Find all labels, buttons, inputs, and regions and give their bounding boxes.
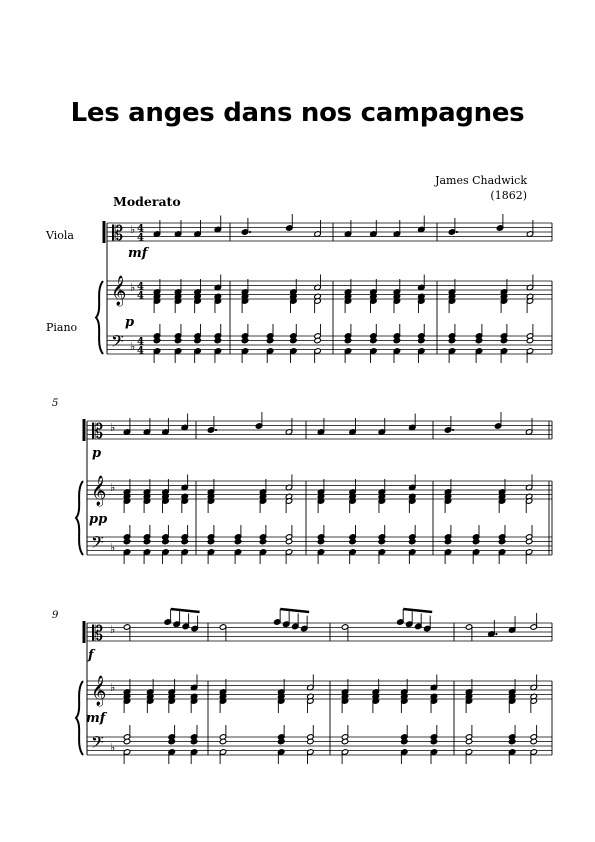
dynamic-piano-system-2: pp: [89, 512, 108, 527]
composer-date: (1862): [490, 189, 527, 202]
key-flat: ♭: [110, 681, 116, 694]
time-signature-numerator: 4: [137, 281, 144, 293]
treble-clef: 𝄞: [91, 676, 107, 706]
dynamic-piano-system-3: mf: [86, 711, 106, 726]
augmentation-dot: [452, 429, 454, 431]
beam: [171, 609, 200, 612]
piano-brace: [76, 681, 83, 755]
dynamic-viola-system-1: mf: [128, 246, 148, 261]
instrument-label-piano: Piano: [46, 321, 78, 334]
treble-clef: 𝄞: [91, 476, 107, 506]
alto-clef: 𝄡: [92, 621, 104, 645]
augmentation-dot: [215, 429, 217, 431]
key-flat: ♭: [130, 281, 136, 294]
key-flat: ♭: [130, 340, 136, 353]
page-title: Les anges dans nos campagnes: [70, 98, 525, 128]
measure-number-system-3: 9: [52, 610, 59, 621]
time-signature-numerator: 4: [137, 223, 144, 235]
key-flat: ♭: [110, 741, 116, 754]
measure-number-system-2: 5: [52, 398, 59, 409]
beam: [403, 609, 432, 612]
augmentation-dot: [495, 633, 497, 635]
augmentation-dot: [249, 231, 251, 233]
dynamic-viola-system-3: f: [88, 648, 94, 663]
key-flat: ♭: [110, 541, 116, 554]
treble-clef: 𝄞: [111, 276, 127, 306]
piano-brace: [96, 281, 103, 354]
key-flat: ♭: [110, 481, 116, 494]
time-signature-denominator: 4: [137, 345, 144, 357]
key-flat: ♭: [130, 223, 136, 236]
piano-brace: [76, 481, 83, 555]
dynamic-piano-system-1: p: [125, 315, 135, 330]
time-signature-denominator: 4: [137, 290, 144, 302]
bass-clef: 𝄢: [91, 532, 104, 556]
bass-clef: 𝄢: [91, 732, 104, 756]
bass-clef: 𝄢: [111, 331, 124, 355]
alto-clef: 𝄡: [112, 221, 124, 245]
beam: [280, 609, 309, 612]
key-flat: ♭: [110, 421, 116, 434]
time-signature-denominator: 4: [137, 232, 144, 244]
time-signature-numerator: 4: [137, 336, 144, 348]
augmentation-dot: [456, 231, 458, 233]
dynamic-viola-system-2: p: [92, 446, 102, 461]
key-flat: ♭: [110, 623, 116, 636]
composer-name: James Chadwick: [435, 174, 527, 187]
alto-clef: 𝄡: [92, 419, 104, 443]
instrument-label-viola: Viola: [46, 229, 74, 242]
tempo-marking: Moderato: [113, 194, 181, 209]
